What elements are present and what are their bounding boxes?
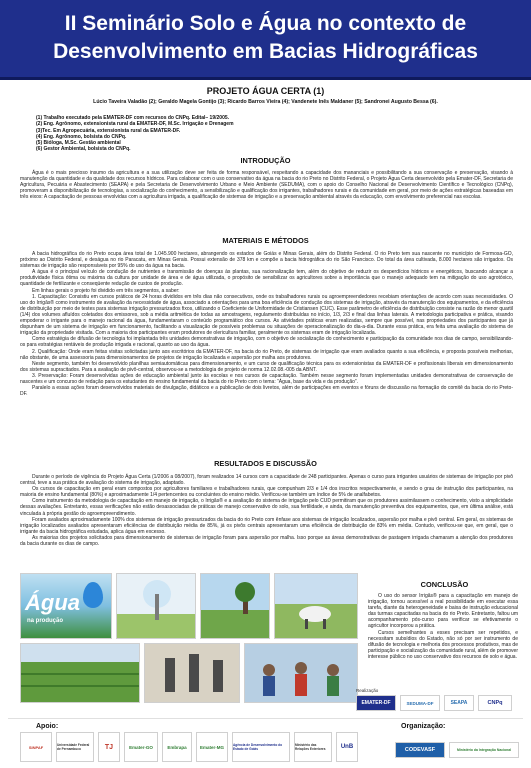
logo-seapa: SEAPA (444, 695, 474, 711)
section-title-resultados: RESULTADOS E DISCUSSÃO (214, 459, 317, 468)
paragraph: A bacia hidrográfica do rio Preto ocupa área total de 1.045.900 hectares, abrangendo os estados de Goiás e Minas Gerais, além do Distrito Federal. O rio Preto tem sua nascente no município de Formosa-GO, próximo ao Distrito Federal, e deságua no rio Paracatu, em Minas Gerais. Possui extensão de 378 km e compõe a bacia hidrográfica do rio São Francisco. Do total da área cultivada, 8.000 hectares são irrigados. Os sistemas de irrigação são responsáveis por 95% do uso da água na bacia. (20, 251, 513, 270)
booklet-cover-image (20, 573, 112, 639)
logo-unb: UnB (336, 732, 358, 762)
apoio-logos (20, 732, 360, 764)
field-illustration (21, 644, 140, 703)
apoio-label: Apoio: (36, 723, 59, 730)
logo-mre: Ministério das Relações Exteriores (294, 732, 332, 762)
section-body-introducao (20, 170, 513, 200)
logo-emater-df: EMATER-DF (356, 695, 396, 711)
equipment-photo (144, 643, 240, 703)
organizacao-label: Organização: (401, 723, 446, 730)
cattle-illustration (275, 574, 358, 639)
landscape-illustration (201, 574, 270, 639)
paragraph: Os cursos de capacitação em geral eram compostos por agricultores familiares e trabalhadores rurais, que compunham 2/3 e 1/4 dos inscritos respectivamente, e sendo o grau de instrução dos participantes, na maioria de ensino fundamental (80%) e aproximadamente 1/4 pertencentes ou concluintes do ensino médio. Verificou-se também um índice de 5% de analfabetos. (20, 486, 513, 499)
section-title-conclusao: CONCLUSÃO (420, 580, 469, 589)
logo-agencia-goias: Agência de Desenvolvimento do Estado de Goiás (232, 732, 290, 762)
affiliation: (3)Tec. Em Agropecuária, extensionista rural da EMATER-DF. (36, 127, 181, 134)
water-drop-icon (83, 582, 103, 608)
paragraph: As maiorias dos projetos solicitados para dimensionamento de sistemas de irrigação foram para aspersão por malha. Isso porque as áreas demonstrativas de pastagem irrigada chamaram a atenção dos produtores da bacia durante os dias de campo. (20, 534, 513, 548)
equipment-illustration (145, 644, 240, 703)
paragraph: Foram avaliados aproximadamente 100% dos sistemas de irrigação pressurizados da bacia do rio Preto com ênfase aos sistemas de irrigação localizados, aspersão por malha e pivô central. Em geral, os sistemas de irrigação localizados avaliados apresentaram eficiências de distribuição média de 85%, já os pivôs centrais apresentaram uma eficiência de distribuição de 83% em média. Contudo, verificou-se que, em geral, que o irrigante da bacia hidrográfica estudada, aplica água em excesso. (20, 516, 513, 535)
header-banner (0, 0, 531, 80)
logo-embrapa: Embrapa (162, 732, 192, 762)
paragraph: A água é o principal veículo de condução de nutrientes e transmissão de doenças às plantas, sua racionalização tem, além do objetivo de reduzir os desperdícios hídricos e energéticos, buscando alcançar a produtividade física ótima ou máxima da cultura por unidade de área e de água utilizada, o propósito de sensibilizar os agricultores sobre a importância que o manejo adequado tem na mitigação do uso agrotóxico, quantidade de fertilizante e conseqüente redução de custos de produção. (20, 269, 513, 288)
affiliations (36, 115, 336, 153)
logo-cnpq: CNPq (478, 695, 512, 711)
section-body-conclusao (368, 593, 518, 660)
affiliation: (1) Trabalho executado pela EMATER-DF com recursos do CNPq. Edital– 19/2005. (36, 115, 230, 121)
paragraph: Paralelo a essas ações foram desenvolvidos materiais de divulgação, didáticos e a publicação de dois livretos, além de participações em eventos e fóruns de discussão na formação do comitê da bacia do rio Preto-DF. (20, 385, 513, 398)
affiliation: (5) Bióloga, M.Sc. Gestão ambiental (36, 140, 121, 147)
project-title: PROJETO ÁGUA CERTA (1) (206, 86, 325, 96)
cattle-photo (274, 573, 358, 639)
photo-collage (20, 573, 358, 703)
section-title-materiais: MATERIAIS E MÉTODOS (222, 236, 309, 245)
paragraph: 2. Qualificação: Onde eram feitas visitas solicitadas junto aos escritórios da EMATER-DF, na bacia do rio Preto, de sistemas de irrigação que eram avaliados quanto a sua eficiência, e proposta possíveis melhorias, não obstante, de uma assessoria para dimensionamentos de projetos de irrigação localizada e aspersão por malha aos produtores. (20, 348, 513, 361)
paragraph: Como estratégia de difusão de tecnologia foi implantada três unidades demonstrativas de irrigação, com o objetivo de socialização do conhecimento e participação da comunidade nos dias de campo, sensibilizando-os para estratégias rentáveis de produção irrigada e racional, quanto ao uso da água. (20, 336, 513, 349)
paragraph: O uso do sensor Irrigâs® para a capacitação em manejo de irrigação, tornou acessível a real possibilidade em executar essa tarefa, diante da heterogeneidade e baixa de instrução educacional das turmas capacitadas na bacia do rio Preto. Entretanto, faltou um acompanhamento pós-curso para verificar se efetivamente o agricultor incorporou a prática. (368, 593, 518, 630)
header-title-line2: Desenvolvimento em Bacias Hidrográficas (53, 40, 478, 63)
logo-seduma: SEDUMA-DF (400, 695, 440, 711)
logo-emater-go: Emater-GO (124, 732, 158, 762)
paragraph: Água é o mais precioso insumo da agricultura e a sua utilização deve ser feita de forma responsável, respeitando a capacidade dos mananciais e possibilitando a sua conservação e preservação, visando à manutenção da quantidade e da qualidade dos recursos hídricos. Para colaborar com o uso conservativo da água na bacia do rio Preto no Distrito Federal, o Projeto Água Certa desenvolvido pela Emater-DF, Secretaria de Agricultura, Pecuária e Abastecimento (SEAPA) e pela Secretaria de Desenvolvimento Urbano e Meio Ambiente (SEDUMA), com o apoio do Conselho Nacional de Desenvolvimento Científico e Tecnológico (CNPq), promoveram a disponibilização de tecnologias, a socialização do conhecimento, a sensibilização e qualificação dos irrigantes, trabalhadores rurais e da comunidade em geral, por meio de ações estratégicas baseadas em três eixos: A capacitação de pessoas envolvidas com a agricultura irrigada, a qualificação de sistemas de irrigação e a preservação ambiental através da educação, com envolvimento preferencial nas escolas. (20, 170, 513, 201)
affiliation: (2) Eng. Agrônomo, extensionista rural da EMATER-DF, M.Sc. Irrigação e Drenagem (36, 121, 234, 128)
paragraph: Cursos semelhantes a esses precisam ser repetidos, e necessitam subsídios do Estado, não só por ser instrumento de difusão de tecnologia e melhoria dos processos produtivos, mas de participação e socialização da comunidade rural, além de promover interesse público no uso conservativo dos recursos de solo e água. (368, 629, 518, 660)
logo-ministerio-integracao: Ministério da Integração Nacional (449, 742, 519, 758)
irrigation-photo (116, 573, 196, 639)
irrigation-illustration (117, 574, 196, 639)
booklet-cover-title: Água (25, 590, 80, 615)
paragraph: Como instrumento da metodologia de capacitação em manejo de irrigação, o Irrigâs® e a avaliação do sistema de irrigação pelo CUD permitiram que os produtores assimilassem o conhecimento, visto a simplicidade dessas avaliações. Entretanto, essas verificações não estão desassociadas de práticas de manejo conservativo do solo, sua fertilidade, e ainda, da manutenção preventiva dos equipamentos, que, em última análise, está vinculada à própria gestão do agroempreendimento. (20, 498, 513, 517)
paragraph: Neste segmento, também foi desenvolvido planilhas semiautomáticas para dimensionamento, e um curso de qualificação técnica para os extensionistas da EMATER-DF e profissionais liberais em dimensionamento dos sistemas supracitados. Para a avaliação de pivô-central, observou-se a metodologia de projeto de norma 12.02.08.-005 da ABNT. (20, 360, 513, 373)
affiliation: (6) Gestor Ambiental, bolsista do CNPq. (36, 146, 131, 153)
paragraph: 3. Preservação: Foram desenvolvidas ações de educação ambiental junto às escolas e nos cursos de capacitação. Também nesse segmento foram implementadas unidades demonstrativas de conservação de nascentes e um concurso de redação para os estudantes do ensino fundamental da bacia do rio Preto com o tema: “Água, base da vida e da produção”. (20, 372, 513, 385)
meeting-photo (244, 643, 358, 703)
logo-tj: TJ (98, 732, 120, 762)
realizacao-logos (356, 695, 516, 713)
header-title-line1: II Seminário Solo e Água no contexto de (64, 12, 467, 35)
realizacao-label: Realização (356, 688, 379, 693)
footer-divider (8, 718, 523, 719)
booklet-cover-subtitle: na produção (27, 618, 64, 624)
logo-ufpe: Universidade Federal de Pernambuco (56, 732, 94, 762)
meeting-illustration (245, 644, 358, 703)
section-body-resultados (20, 474, 513, 547)
section-body-materiais (20, 251, 513, 397)
affiliation: (4) Eng. Agrônomo, bolsista do CNPq. (36, 133, 127, 140)
paragraph: Durante o período de vigência do Projeto Água Certa (1/2006 a 08/2007), foram realizados 14 cursos com a capacidade de 248 participantes. Apenas o curso para irrigantes usuários de sistemas de irrigação por pivô central, teve a sua prática de avaliação do sistema de irrigação, adaptado. (20, 474, 513, 487)
landscape-photo (200, 573, 270, 639)
section-title-introducao: INTRODUÇÃO (240, 156, 291, 165)
field-photo (20, 643, 140, 703)
logo-codevasf: CODEVASF (395, 742, 445, 758)
logo-sinpaf: SINPAF (20, 732, 52, 762)
paragraph: 1. Capacitação: Consistiu em cursos práticos de 24 horas divididos em três dias não consecutivos, onde os trabalhadores rurais ou agroempreendedores recebiam orientações de acordo com suas necessidades. O uso do Irrigâs® como instrumento de avaliação da necessidade de água, associado a orientações para uma boa eficiência de condução dos sistemas de irrigação, através da manutenção dos equipamentos, e da eficiência de distribuição por meio de testes para sistemas irrigação pressurizados fixos, utilizando o Coeficiente de Uniformidade de Cristiansen (CUC). Esse parâmetro de eficiência de distribuição consiste na razão do menor quartil (1/4) dos volumes afluídos coletados dos emissores, sob a média aritmética de todas as amostragens, regulamento distribuídas no início, 1/3, 2/3 e final das linhas laterais. A metodologia participativa e prática, visando empoderar o irrigante para o manejo racional da água, fundamentaram o conteúdo programático dos cursos. As atividades práticas eram realizadas, sempre que possível, nas propriedades dos participantes que já dispunham de um sistema de irrigação em funcionamento, facilitando a visualização de possíveis problemas ou situações de operacionalização do dia-a-dia. Durante essa prática, era feita uma avaliação do sistema de irrigação da propriedade visitada. Com a maioria dos participantes eram produtores de olericultura familiar, geralmente os sistemas eram de irrigação localizada. (20, 293, 513, 337)
authors: Lúcio Taveira Valadão (2); Geraldo Magela Gontijo (3); Ricardo Barros Vieira (4); Vandenete Inês Maldaner (5); Sandronei Augusto Bessa (6). (93, 99, 438, 105)
paragraph: Em linhas gerais o projeto foi dividido em três segmentos, a saber: (32, 287, 180, 294)
organizacao-logos (395, 742, 525, 760)
logo-emater-mg: Emater-MG (196, 732, 228, 762)
